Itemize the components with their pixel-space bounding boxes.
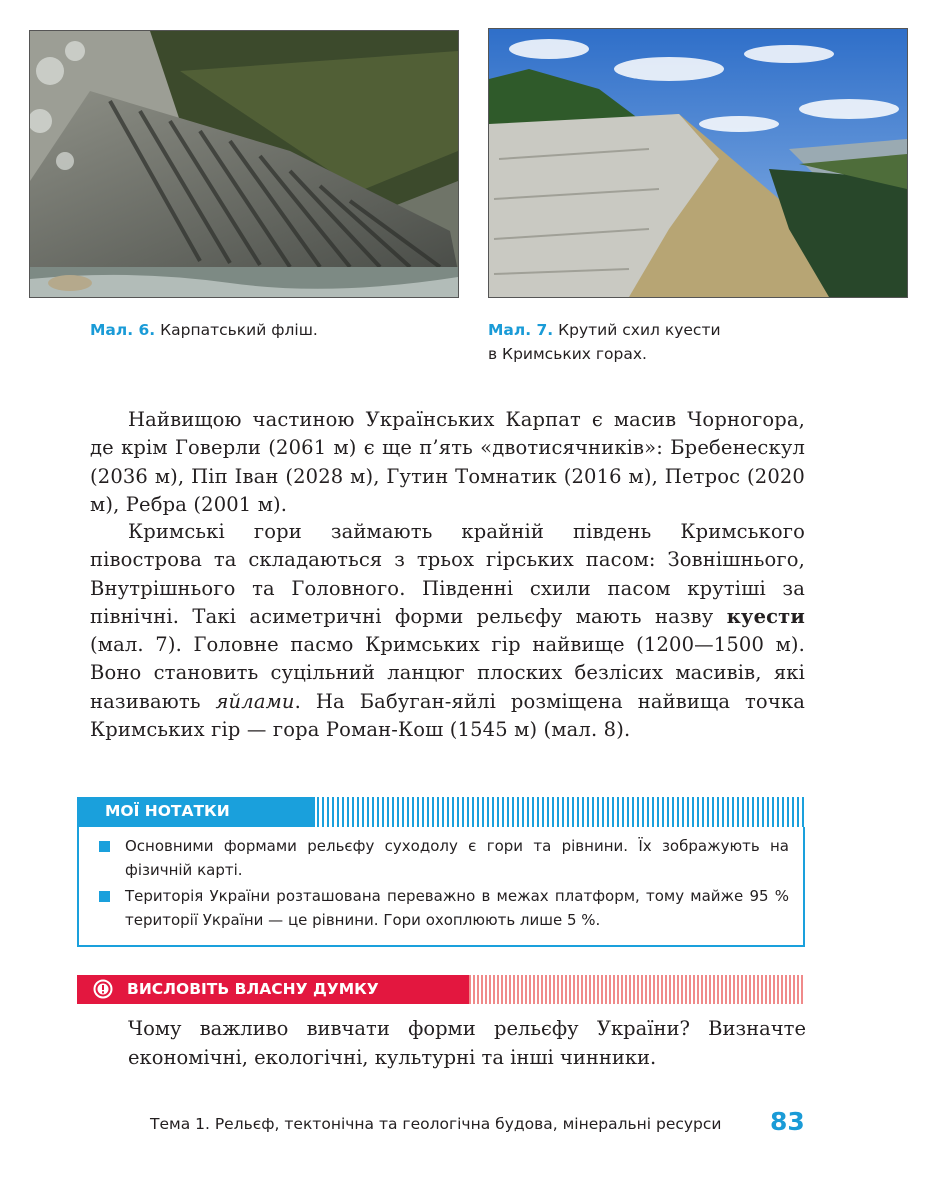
term-cuesta: куести	[726, 604, 805, 628]
paragraph-2-part1: Кримські гори займають крайній південь Кримського півострова та складаються з трьох гірських пасом: Зовнішнього, Внутрішнього та Головного. Південні схили пасом крутіші за північні. Такі асиметричні форми рельєфу мають назву	[90, 520, 805, 628]
figure-7-caption-line1: Крутий схил куести	[558, 321, 721, 339]
carpathian-flysch-image	[30, 31, 458, 297]
exclamation-circle-icon	[93, 979, 113, 999]
figure-7-caption	[488, 318, 778, 366]
page-number: 83	[770, 1107, 805, 1136]
figure-6-caption-text: Карпатський фліш.	[160, 321, 318, 339]
figure-6-label: Мал. 6.	[90, 321, 156, 339]
square-bullet-icon	[99, 841, 110, 852]
opinion-header-stripes	[77, 975, 805, 1004]
note-item: Територія України розташована переважно в межах платформ, тому майже 95 % території України — це рівнини. Гори охоплюють лише 5 %.	[125, 887, 789, 929]
notes-title: МОЇ НОТАТКИ	[105, 802, 230, 820]
opinion-title-bar	[77, 975, 469, 1004]
figure-6-photo	[29, 30, 459, 298]
paragraph-2-part3: . На Бабуган-яйлі розміщена найвища точка Кримських гір — гора Роман-Кош (1545 м) (мал. 8).	[90, 689, 805, 742]
figure-7-caption-line2: в Кримських горах.	[488, 345, 647, 363]
figure-7-photo	[488, 28, 908, 298]
opinion-title: ВИСЛОВІТЬ ВЛАСНУ ДУМКУ	[127, 980, 379, 998]
paragraph-crimean-mountains	[90, 518, 805, 744]
term-yayla: яйлами	[215, 689, 295, 713]
footer-topic: Тема 1. Рельєф, тектонічна та геологічна будова, мінеральні ресурси	[150, 1115, 722, 1133]
figure-6-caption	[90, 318, 318, 342]
notes-body	[77, 827, 805, 947]
opinion-question: Чому важливо вивчати форми рельєфу України? Визначте економічні, екологічні, культурні та інші чинники.	[128, 1017, 806, 1069]
paragraph-2-part2: (мал. 7). Головне пасмо Кримських гір найвище (1200—1500 м). Воно становить суцільний ланцюг плоских безлісих масивів, які називають	[90, 633, 805, 713]
my-notes-box	[77, 797, 805, 949]
note-item: Основними формами рельєфу суходолу є гори та рівнини. Їх зображують на фізичній карті.	[125, 837, 789, 879]
notes-title-bar	[77, 797, 315, 827]
paragraph-chornohora: Найвищою частиною Українських Карпат є масив Чорногора, де крім Говерли (2061 м) є ще п’ять «двотисячників»: Бребенескул (2036 м), Піп Іван (2028 м), Гутин Томнатик (2016 м), Петрос (2020 м), Ребра (2001 м).	[90, 408, 805, 516]
crimean-cuesta-image	[489, 29, 907, 297]
square-bullet-icon	[99, 891, 110, 902]
figure-7-label: Мал. 7.	[488, 321, 554, 339]
